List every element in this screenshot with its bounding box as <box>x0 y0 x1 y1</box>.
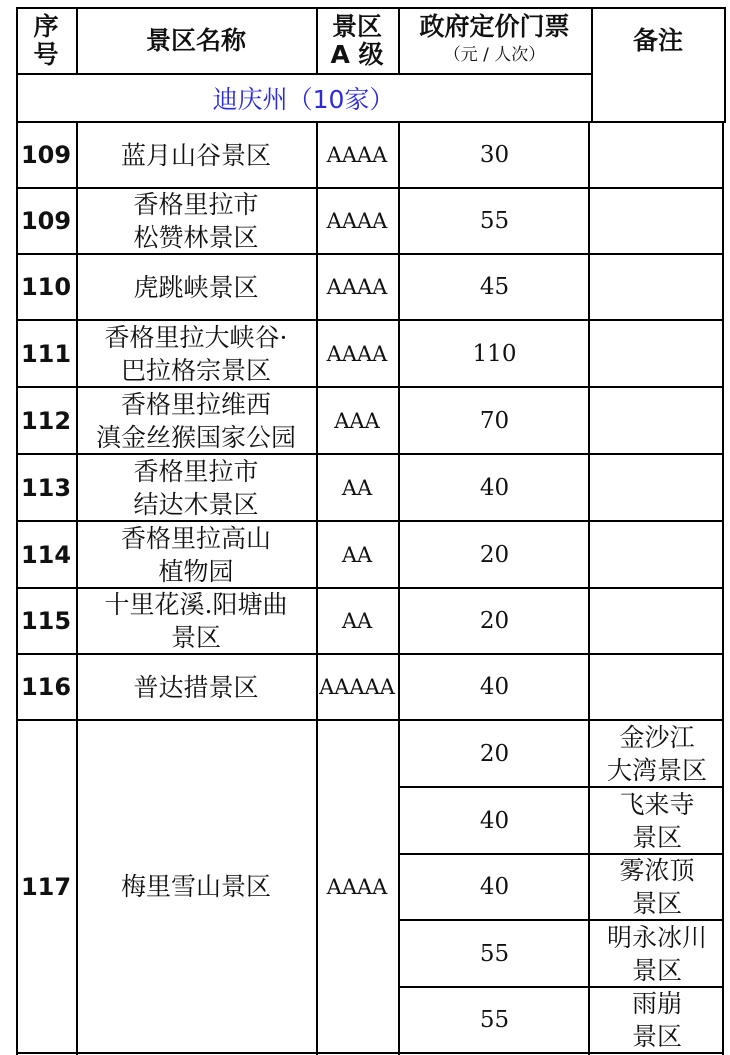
row-level: AAAAA <box>319 675 395 699</box>
row-price: 40 <box>479 474 510 501</box>
row-name-line: 蓝月山谷景区 <box>120 140 271 170</box>
header-level <box>316 8 398 74</box>
row-name-line: 香格里拉大峡谷· <box>104 322 288 352</box>
grid-hline <box>16 73 591 75</box>
header-level-line2: A 级 <box>330 40 384 69</box>
header-level-line1: 景区 <box>331 12 382 41</box>
header-seq-line2: 号 <box>33 40 59 69</box>
header-price-label: 政府定价门票 <box>419 12 570 41</box>
merged-level: AAAA <box>326 874 388 899</box>
row-level: AAAA <box>326 143 388 167</box>
row-price: 30 <box>479 142 510 168</box>
merged-sub-note <box>591 854 723 920</box>
merged-sub-note-line: 景区 <box>631 1022 682 1051</box>
header-price-unit: （元 / 人次） <box>443 45 546 65</box>
header-note: 备注 <box>632 26 683 55</box>
grid-hline <box>16 1052 724 1054</box>
row-seq: 112 <box>20 406 72 435</box>
row-seq: 109 <box>20 207 72 235</box>
merged-sub-note <box>591 720 723 787</box>
grid-hline <box>16 386 724 388</box>
row-level: AAAA <box>326 209 388 233</box>
row-name <box>76 122 316 188</box>
merged-sub-note-line: 明永冰川 <box>606 922 707 952</box>
row-seq: 116 <box>20 673 72 701</box>
grid-hline <box>16 121 726 123</box>
row-seq: 115 <box>20 607 72 635</box>
merged-sub-note-line: 景区 <box>631 822 682 852</box>
row-name <box>76 454 316 521</box>
row-name <box>76 654 316 720</box>
row-note <box>591 521 723 588</box>
row-level: AAAA <box>326 275 388 299</box>
row-name <box>76 387 316 454</box>
merged-sub-note-line: 景区 <box>631 889 682 918</box>
header-seq <box>16 8 76 74</box>
row-name <box>76 188 316 254</box>
row-level: AAA <box>334 408 380 433</box>
header-price <box>398 8 591 74</box>
row-note <box>591 320 723 387</box>
grid-hline <box>16 520 724 522</box>
row-note <box>591 654 723 720</box>
grid-vline <box>316 7 318 74</box>
row-note <box>591 188 723 254</box>
grid-hline <box>398 786 724 788</box>
row-note <box>591 588 723 654</box>
row-name-line: 香格里拉高山 <box>120 523 271 553</box>
grid-hline <box>16 719 724 721</box>
row-note <box>591 387 723 454</box>
row-name-line: 植物园 <box>158 556 234 586</box>
grid-hline <box>16 7 726 9</box>
row-seq: 113 <box>20 473 72 502</box>
row-price: 20 <box>479 541 510 568</box>
grid-hline <box>16 253 724 255</box>
row-name-line: 巴拉格宗景区 <box>120 355 271 385</box>
grid-vline <box>398 7 400 74</box>
merged-sub-price: 55 <box>479 1007 510 1033</box>
row-name-line: 香格里拉维西 <box>120 389 271 419</box>
row-name-line: 香格里拉市 <box>133 456 259 486</box>
row-note <box>591 454 723 521</box>
row-name-line: 景区 <box>170 623 221 652</box>
grid-vline <box>724 7 726 122</box>
merged-sub-note-line: 雨崩 <box>631 989 682 1018</box>
row-level: AA <box>341 542 373 567</box>
grid-hline <box>16 587 724 589</box>
row-seq: 111 <box>20 339 72 368</box>
grid-hline <box>398 853 724 855</box>
row-note <box>591 122 723 188</box>
row-note <box>591 254 723 320</box>
row-name-line: 松赞林景区 <box>133 223 259 252</box>
row-name <box>76 588 316 654</box>
merged-sub-note-line: 景区 <box>631 955 682 985</box>
row-price: 40 <box>479 674 510 700</box>
header-seq-line1: 序 <box>33 12 59 41</box>
merged-sub-price: 20 <box>479 740 510 767</box>
grid-hline <box>398 919 724 921</box>
row-name-line: 普达措景区 <box>133 672 259 702</box>
row-name <box>76 521 316 588</box>
row-name-line: 十里花溪.阳塘曲 <box>104 590 288 619</box>
merged-sub-note <box>591 920 723 987</box>
row-seq: 109 <box>20 141 72 169</box>
grid-hline <box>398 986 724 988</box>
row-level: AAAA <box>326 341 388 366</box>
merged-seq: 117 <box>20 872 72 901</box>
merged-sub-note <box>591 787 723 854</box>
merged-sub-note <box>591 987 723 1053</box>
row-name <box>76 254 316 320</box>
merged-sub-price: 40 <box>479 874 510 900</box>
row-seq: 110 <box>20 273 72 301</box>
merged-sub-price: 55 <box>479 940 510 967</box>
row-name <box>76 320 316 387</box>
grid-vline <box>76 7 78 74</box>
row-price: 45 <box>479 274 510 300</box>
merged-name: 梅里雪山景区 <box>120 872 271 901</box>
row-level: AA <box>341 609 373 633</box>
merged-sub-note-line: 雾浓顶 <box>619 856 695 885</box>
row-price: 70 <box>479 407 510 434</box>
grid-hline <box>16 319 724 321</box>
region-title: 迪庆州（10家） <box>212 85 395 114</box>
row-price: 20 <box>479 608 510 634</box>
merged-sub-note-line: 金沙江 <box>619 722 695 752</box>
row-price: 110 <box>472 340 517 367</box>
merged-sub-note-line: 飞来寺 <box>619 789 695 819</box>
grid-vline <box>591 7 593 122</box>
header-name: 景区名称 <box>145 26 246 55</box>
row-level: AA <box>341 475 373 500</box>
merged-sub-price: 40 <box>479 807 510 834</box>
grid-vline <box>16 7 18 1055</box>
row-seq: 114 <box>20 540 72 569</box>
grid-hline <box>16 187 724 189</box>
row-name-line: 香格里拉市 <box>133 190 259 219</box>
row-price: 55 <box>479 208 510 234</box>
grid-hline <box>16 653 724 655</box>
row-name-line: 滇金丝猴国家公园 <box>95 422 296 452</box>
row-name-line: 虎跳峡景区 <box>133 272 259 302</box>
row-name-line: 结达木景区 <box>133 489 259 519</box>
merged-sub-note-line: 大湾景区 <box>606 755 707 785</box>
grid-hline <box>16 453 724 455</box>
